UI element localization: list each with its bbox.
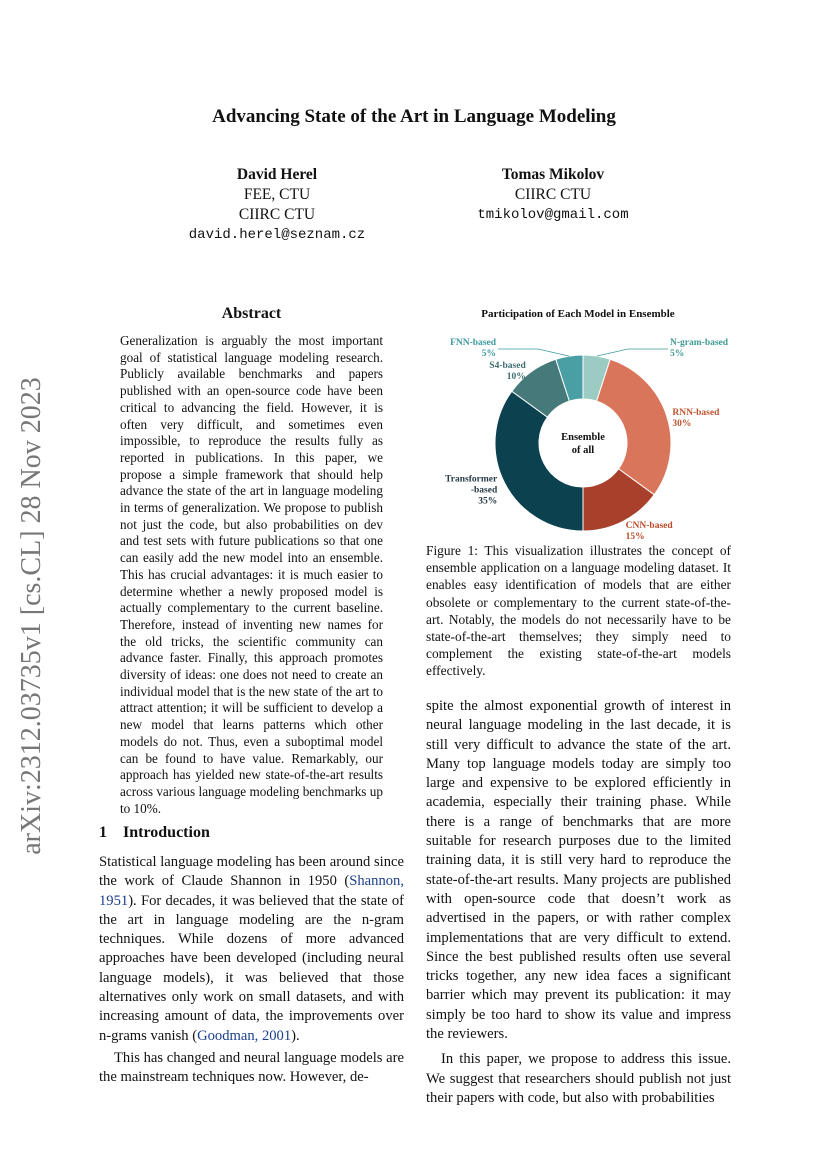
pie-slice-percent: 30% [672, 418, 692, 429]
pie-leader-line [597, 349, 668, 356]
pie-slice-name: FNN-based [450, 338, 496, 348]
pie-center-label [561, 432, 605, 456]
author-name: Tomas Mikolov [501, 166, 605, 183]
pie-slice-label [670, 338, 729, 359]
arxiv-identifier: arXiv:2312.03735v1 [cs.CL] 28 Nov 2023 [16, 377, 47, 855]
pie-slice-percent: 15% [625, 531, 645, 542]
pie-center [561, 432, 605, 456]
pie-center-line: Ensemble [561, 432, 605, 443]
section-heading-introduction [99, 824, 210, 842]
pie-slice-name: N-gram-based [670, 338, 729, 348]
section-title: Introduction [123, 824, 210, 841]
section-number: 1 [99, 824, 107, 841]
pie-slice-percent: 5% [670, 349, 685, 359]
pie-slice-name: CNN-based [625, 520, 673, 531]
author-affiliation: FEE, CTU [243, 186, 311, 203]
pie-leader-line [498, 349, 569, 356]
text-run: ). [291, 1027, 300, 1044]
pie-slice-percent: 35% [478, 496, 498, 507]
pie-slice-label [672, 408, 720, 429]
pie-slice-label [445, 475, 498, 507]
figure-caption: Figure 1: This visualization illustrates the concept of ensemble application on a language modeling dataset. It enables easy identification of models that are either obsolete or complementary to the current state-of-the-art. Notably, the models do not necessarily have to be state-of-the-art themselves; they simply need to complement the existing state-of-the-art models effectively. [426, 543, 731, 679]
text-run: Statistical language modeling has been around since the work of Claude Shannon in 1950 ( [99, 854, 404, 890]
ensemble-pie-chart [418, 303, 738, 542]
pie-slice-name: -based [470, 485, 498, 496]
intro-left-column [99, 853, 404, 1088]
author-name: David Herel [236, 166, 318, 183]
pie-slice-name: S4-based [489, 360, 526, 371]
intro-paragraph-1 [99, 853, 404, 1046]
pie-slice-percent: 5% [481, 349, 496, 359]
abstract-text: Generalization is arguably the most important goal of statistical language modeling research. Publicly available benchmarks and papers published with an open-source code have been critical to advancing the field. However, it is often very difficult, and sometimes even impossible, to reproduce the results fully as reported in publications. In this paper, we propose a simple framework that should help advance the state of the art in language modeling in terms of generalization. We propose to publish not just the code, but also probabilities on dev and test sets with future publications so that one can easily add the new model into an ensemble. This has crucial advantages: it is much easier to determine whether a newly proposed model is actually complementary to the current baseline. Therefore, instead of inventing new names for the old tricks, the scientific community can advance faster. Finally, this approach promotes diversity of ideas: one does not need to create an individual model that is the new state of the art to attract attention; it will be sufficient to develop a new model that learns patterns which other models do not. Thus, even a suboptimal model can be found to have value. Remarkably, our approach has yielded new state-of-the-art results across various language modeling benchmarks up to 10%. [120, 333, 383, 816]
pie-center-line: of all [571, 445, 595, 456]
intro-right-column [426, 697, 731, 1108]
author-affiliation: CIIRC CTU [238, 206, 316, 223]
pie-slice [597, 359, 671, 494]
intro-paragraph-3: In this paper, we propose to address this issue. We suggest that researchers should publish not just their papers with code, but also with probabilities [426, 1051, 731, 1106]
author-affiliation: CIIRC CTU [514, 186, 592, 203]
author-email[interactable]: tmikolov@gmail.com [477, 207, 629, 223]
intro-paragraph-2-continued: spite the almost exponential growth of interest in neural language modeling in the last decade, it is still very difficult to advance the state of the art. Many top language models today are simply too large and expensive to be explored efficiently in academia, especially their training phase. While there is a range of benchmarks that are more suitable for research purposes due to the limited training data, it is still very hard to reproduce the state-of-the-art results. Many projects are published with open-source code that doesn’t work as advertised in the papers, or with rather complex implementations that are very difficult to extend. Since the best published results often use several tricks together, any new idea faces a significant barrier which may prevent its publication: it may simply be too hard to show its value and impress the reviewers. [426, 698, 731, 1043]
pie-slice-label [489, 361, 526, 382]
author-block-2 [453, 165, 653, 225]
paper-title: Advancing State of the Art in Language Modeling [212, 106, 616, 127]
pie-slice-name: Transformer [445, 474, 498, 485]
intro-paragraph-2-start: This has changed and neural language models are the mainstream techniques now. However, de- [99, 1049, 404, 1086]
pie-slice-label [450, 338, 497, 359]
author-block-1 [177, 165, 377, 245]
author-email[interactable]: david.herel@seznam.cz [188, 227, 366, 243]
pie-slice-name: RNN-based [672, 407, 720, 418]
citation-link-goodman[interactable]: Goodman, 2001 [197, 1027, 292, 1044]
pie-slice-percent: 10% [506, 371, 526, 382]
abstract-heading: Abstract [221, 305, 282, 322]
chart-title: Participation of Each Model in Ensemble [481, 308, 675, 320]
pie-slice [495, 391, 583, 531]
pie-slice-label [626, 521, 674, 542]
text-run: ). For decades, it was believed that the state of the art in language modeling are the n-gram techniques. While dozens of more advanced approaches have been developed (including neural language models), it was believed that those alternatives only work on small datasets, and with increasing amount of data, the improvements over n-grams vanish ( [99, 892, 404, 1044]
abstract-body [120, 333, 383, 817]
citation-link-shannon[interactable]: Shannon, 1951 [99, 873, 404, 909]
